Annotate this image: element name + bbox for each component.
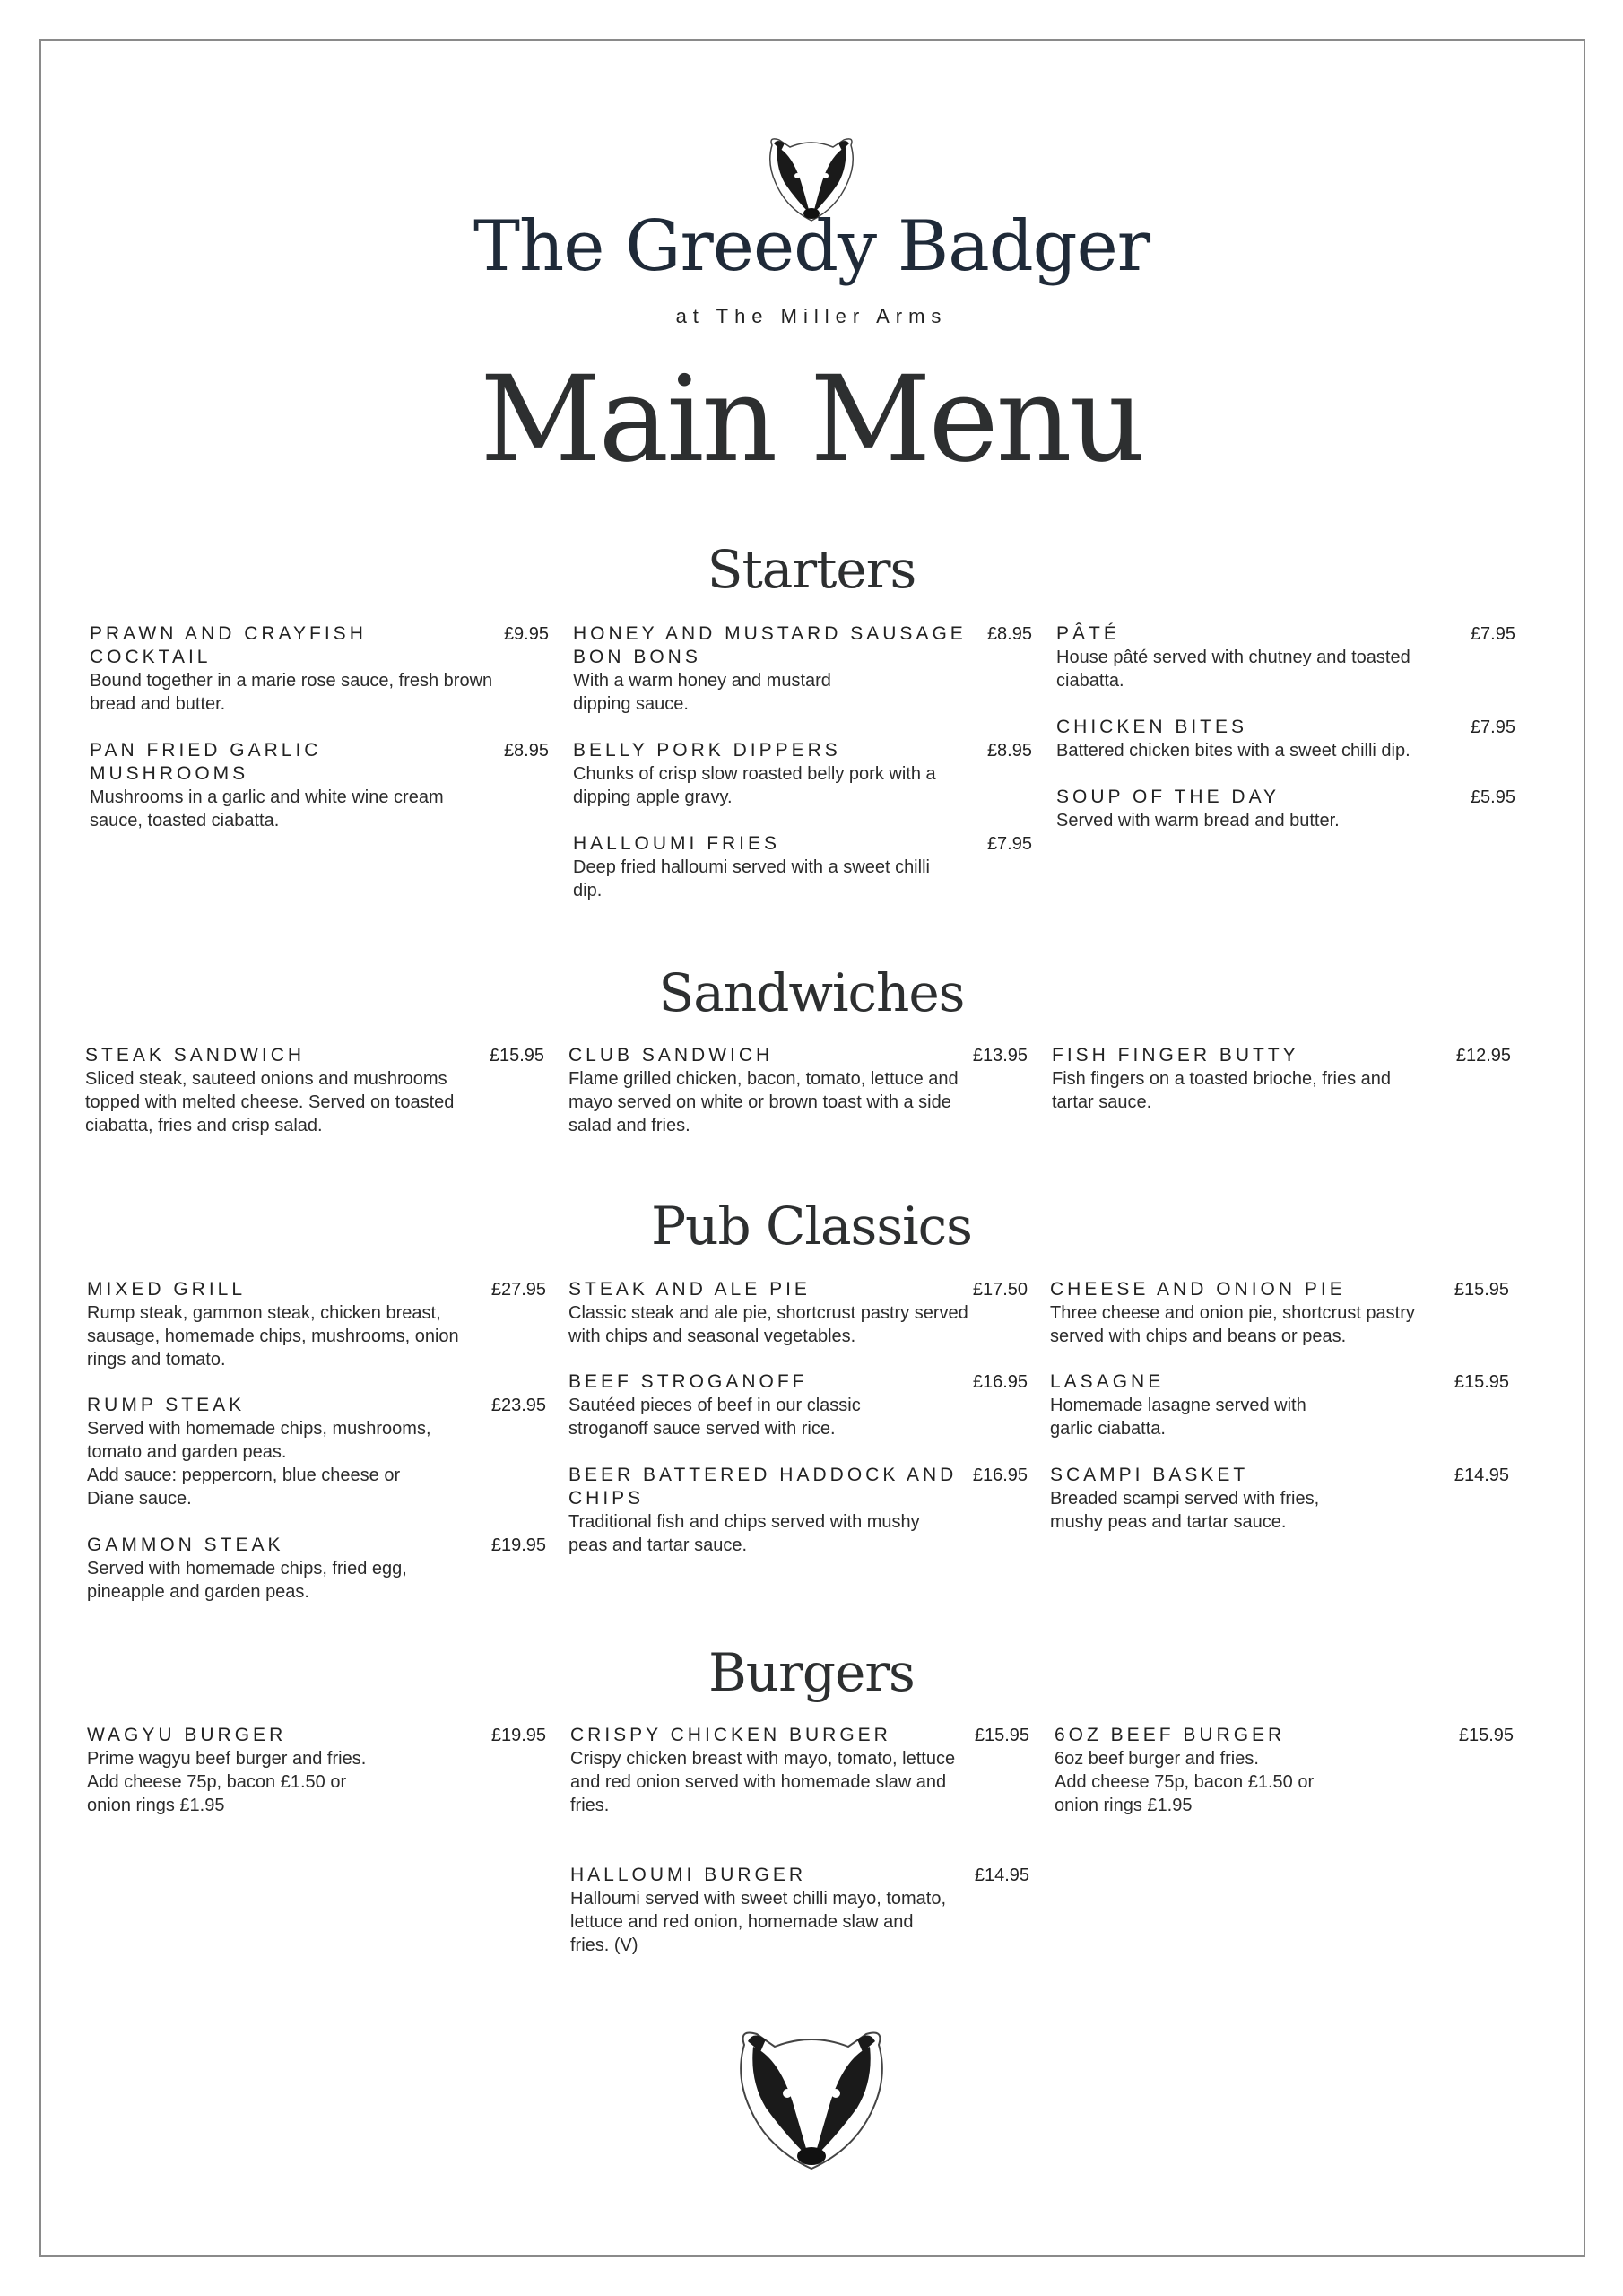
item-price: £7.95	[1470, 718, 1515, 737]
item-name: CHEESE AND ONION PIE	[1050, 1279, 1346, 1300]
item-price: £15.95	[1454, 1372, 1509, 1392]
item-price: £23.95	[490, 1396, 546, 1415]
item-description: Sautéed pieces of beef in our classic stroganoff sauce served with rice.	[568, 1396, 861, 1439]
item-description: Prime wagyu beef burger and fries.	[87, 1749, 367, 1769]
item-description-extra: Add sauce: peppercorn, blue cheese or Diane sauce.	[87, 1465, 401, 1509]
menu-item	[570, 1864, 1029, 1957]
item-price: £15.95	[489, 1046, 544, 1065]
item-price: £15.95	[1454, 1280, 1509, 1300]
menu-item	[568, 1278, 1028, 1348]
menu-item	[1056, 622, 1515, 692]
item-name: MIXED GRILL	[87, 1279, 247, 1300]
menu-item	[85, 1044, 544, 1137]
item-description: Three cheese and onion pie, shortcrust pastry served with chips and beans or peas.	[1050, 1303, 1415, 1346]
menu-item	[1056, 786, 1515, 832]
item-description: House pâté served with chutney and toasted ciabatta.	[1056, 648, 1410, 691]
section-heading-burgers: Burgers	[708, 1642, 915, 1703]
item-price: £13.95	[972, 1046, 1028, 1065]
menu-item	[573, 739, 1032, 809]
item-name: BELLY PORK DIPPERS	[573, 740, 841, 761]
menu-title: Main Menu	[480, 351, 1143, 489]
item-name: STEAK SANDWICH	[85, 1045, 306, 1065]
menu-item	[568, 1370, 1028, 1440]
item-description: Traditional fish and chips served with mushy peas and tartar sauce.	[568, 1512, 920, 1555]
item-price: £9.95	[503, 624, 549, 644]
item-description: Fish fingers on a toasted brioche, fries and tartar sauce.	[1052, 1069, 1391, 1112]
menu-item	[1055, 1724, 1514, 1817]
item-name: BEER BATTERED HADDOCK AND CHIPS	[568, 1465, 958, 1509]
item-price: £8.95	[986, 741, 1032, 761]
item-description: Served with warm bread and butter.	[1056, 811, 1340, 831]
item-price: £8.95	[503, 741, 549, 761]
item-name: CLUB SANDWICH	[568, 1045, 774, 1065]
item-description: Served with homemade chips, mushrooms, tomato and garden peas.	[87, 1419, 431, 1462]
item-name: CHICKEN BITES	[1056, 717, 1248, 737]
menu-item	[573, 622, 1032, 716]
item-price: £7.95	[986, 834, 1032, 854]
item-description: Classic steak and ale pie, shortcrust pastry served with chips and seasonal vegetables.	[568, 1303, 968, 1346]
item-price: £5.95	[1470, 787, 1515, 807]
menu-item	[1052, 1044, 1511, 1114]
item-description: 6oz beef burger and fries.	[1055, 1749, 1259, 1769]
menu-item	[87, 1394, 546, 1510]
menu-item	[90, 622, 549, 716]
section-heading-sandwiches: Sandwiches	[658, 962, 965, 1023]
item-price: £14.95	[974, 1866, 1029, 1885]
section-heading-pub-classics: Pub Classics	[651, 1196, 972, 1257]
item-name: PRAWN AND CRAYFISH COCKTAIL	[90, 623, 367, 667]
menu-item	[87, 1724, 546, 1817]
item-description: Crispy chicken breast with mayo, tomato, lettuce and red onion served with homemade slaw and fries.	[570, 1749, 956, 1815]
item-description: Breaded scampi served with fries, mushy peas and tartar sauce.	[1050, 1489, 1320, 1532]
item-price: £8.95	[986, 624, 1032, 644]
item-name: WAGYU BURGER	[87, 1725, 287, 1745]
item-description: Deep fried halloumi served with a sweet chilli dip.	[573, 857, 930, 900]
item-name: CRISPY CHICKEN BURGER	[570, 1725, 891, 1745]
brand-title: The Greedy Badger	[473, 206, 1150, 287]
item-name: LASAGNE	[1050, 1371, 1165, 1392]
section-heading-starters: Starters	[707, 539, 916, 600]
item-name: HONEY AND MUSTARD SAUSAGE BON BONS	[573, 623, 967, 667]
item-name: SOUP OF THE DAY	[1056, 787, 1280, 807]
item-description: Rump steak, gammon steak, chicken breast, sausage, homemade chips, mushrooms, onion rings and tomato.	[87, 1303, 459, 1370]
menu-item	[1050, 1370, 1509, 1440]
item-name: HALLOUMI BURGER	[570, 1865, 807, 1885]
brand-subtitle: at The Miller Arms	[675, 305, 948, 327]
item-price: £19.95	[490, 1535, 546, 1555]
item-description: Served with homemade chips, fried egg, pineapple and garden peas.	[87, 1559, 407, 1602]
menu-item	[568, 1044, 1028, 1137]
menu-item	[87, 1534, 546, 1604]
menu-item	[1050, 1464, 1509, 1534]
item-price: £17.50	[972, 1280, 1028, 1300]
item-name: RUMP STEAK	[87, 1395, 246, 1415]
item-name: PAN FRIED GARLIC MUSHROOMS	[90, 740, 322, 784]
item-description: Halloumi served with sweet chilli mayo, tomato, lettuce and red onion, homemade slaw and fries. (V)	[570, 1889, 947, 1955]
item-price: £7.95	[1470, 624, 1515, 644]
menu-item	[570, 1724, 1029, 1817]
menu-item	[90, 739, 549, 832]
item-name: PÂTÉ	[1056, 623, 1120, 644]
item-description: Bound together in a marie rose sauce, fresh brown bread and butter.	[90, 671, 493, 714]
item-name: HALLOUMI FRIES	[573, 833, 781, 854]
item-name: STEAK AND ALE PIE	[568, 1279, 811, 1300]
menu-item	[1050, 1278, 1509, 1348]
badger-head-icon	[733, 2029, 890, 2172]
item-description: Homemade lasagne served with garlic ciabatta.	[1050, 1396, 1306, 1439]
menu-item	[568, 1464, 1028, 1557]
item-price: £15.95	[1458, 1726, 1514, 1745]
item-description: Sliced steak, sauteed onions and mushrooms topped with melted cheese. Served on toasted ciabatta, fries and crisp salad.	[85, 1069, 455, 1135]
menu-item	[573, 832, 1032, 902]
item-price: £19.95	[490, 1726, 546, 1745]
item-description: With a warm honey and mustard dipping sauce.	[573, 671, 831, 714]
item-name: GAMMON STEAK	[87, 1535, 284, 1555]
item-description: Mushrooms in a garlic and white wine cream sauce, toasted ciabatta.	[90, 787, 444, 831]
item-name: 6OZ BEEF BURGER	[1055, 1725, 1286, 1745]
item-name: BEEF STROGANOFF	[568, 1371, 808, 1392]
item-name: SCAMPI BASKET	[1050, 1465, 1249, 1485]
menu-item	[87, 1278, 546, 1371]
item-price: £14.95	[1454, 1465, 1509, 1485]
menu-item	[1056, 716, 1515, 762]
item-description-extra: Add cheese 75p, bacon £1.50 or onion rings £1.95	[87, 1772, 347, 1815]
item-description: Flame grilled chicken, bacon, tomato, lettuce and mayo served on white or brown toast with a side salad and fries.	[568, 1069, 959, 1135]
item-description: Chunks of crisp slow roasted belly pork with a dipping apple gravy.	[573, 764, 936, 807]
item-description: Battered chicken bites with a sweet chilli dip.	[1056, 741, 1410, 761]
item-price: £27.95	[490, 1280, 546, 1300]
item-price: £16.95	[972, 1372, 1028, 1392]
item-description-extra: Add cheese 75p, bacon £1.50 or onion rings £1.95	[1055, 1772, 1315, 1815]
item-price: £12.95	[1455, 1046, 1511, 1065]
item-name: FISH FINGER BUTTY	[1052, 1045, 1299, 1065]
item-price: £15.95	[974, 1726, 1029, 1745]
item-price: £16.95	[972, 1465, 1028, 1485]
